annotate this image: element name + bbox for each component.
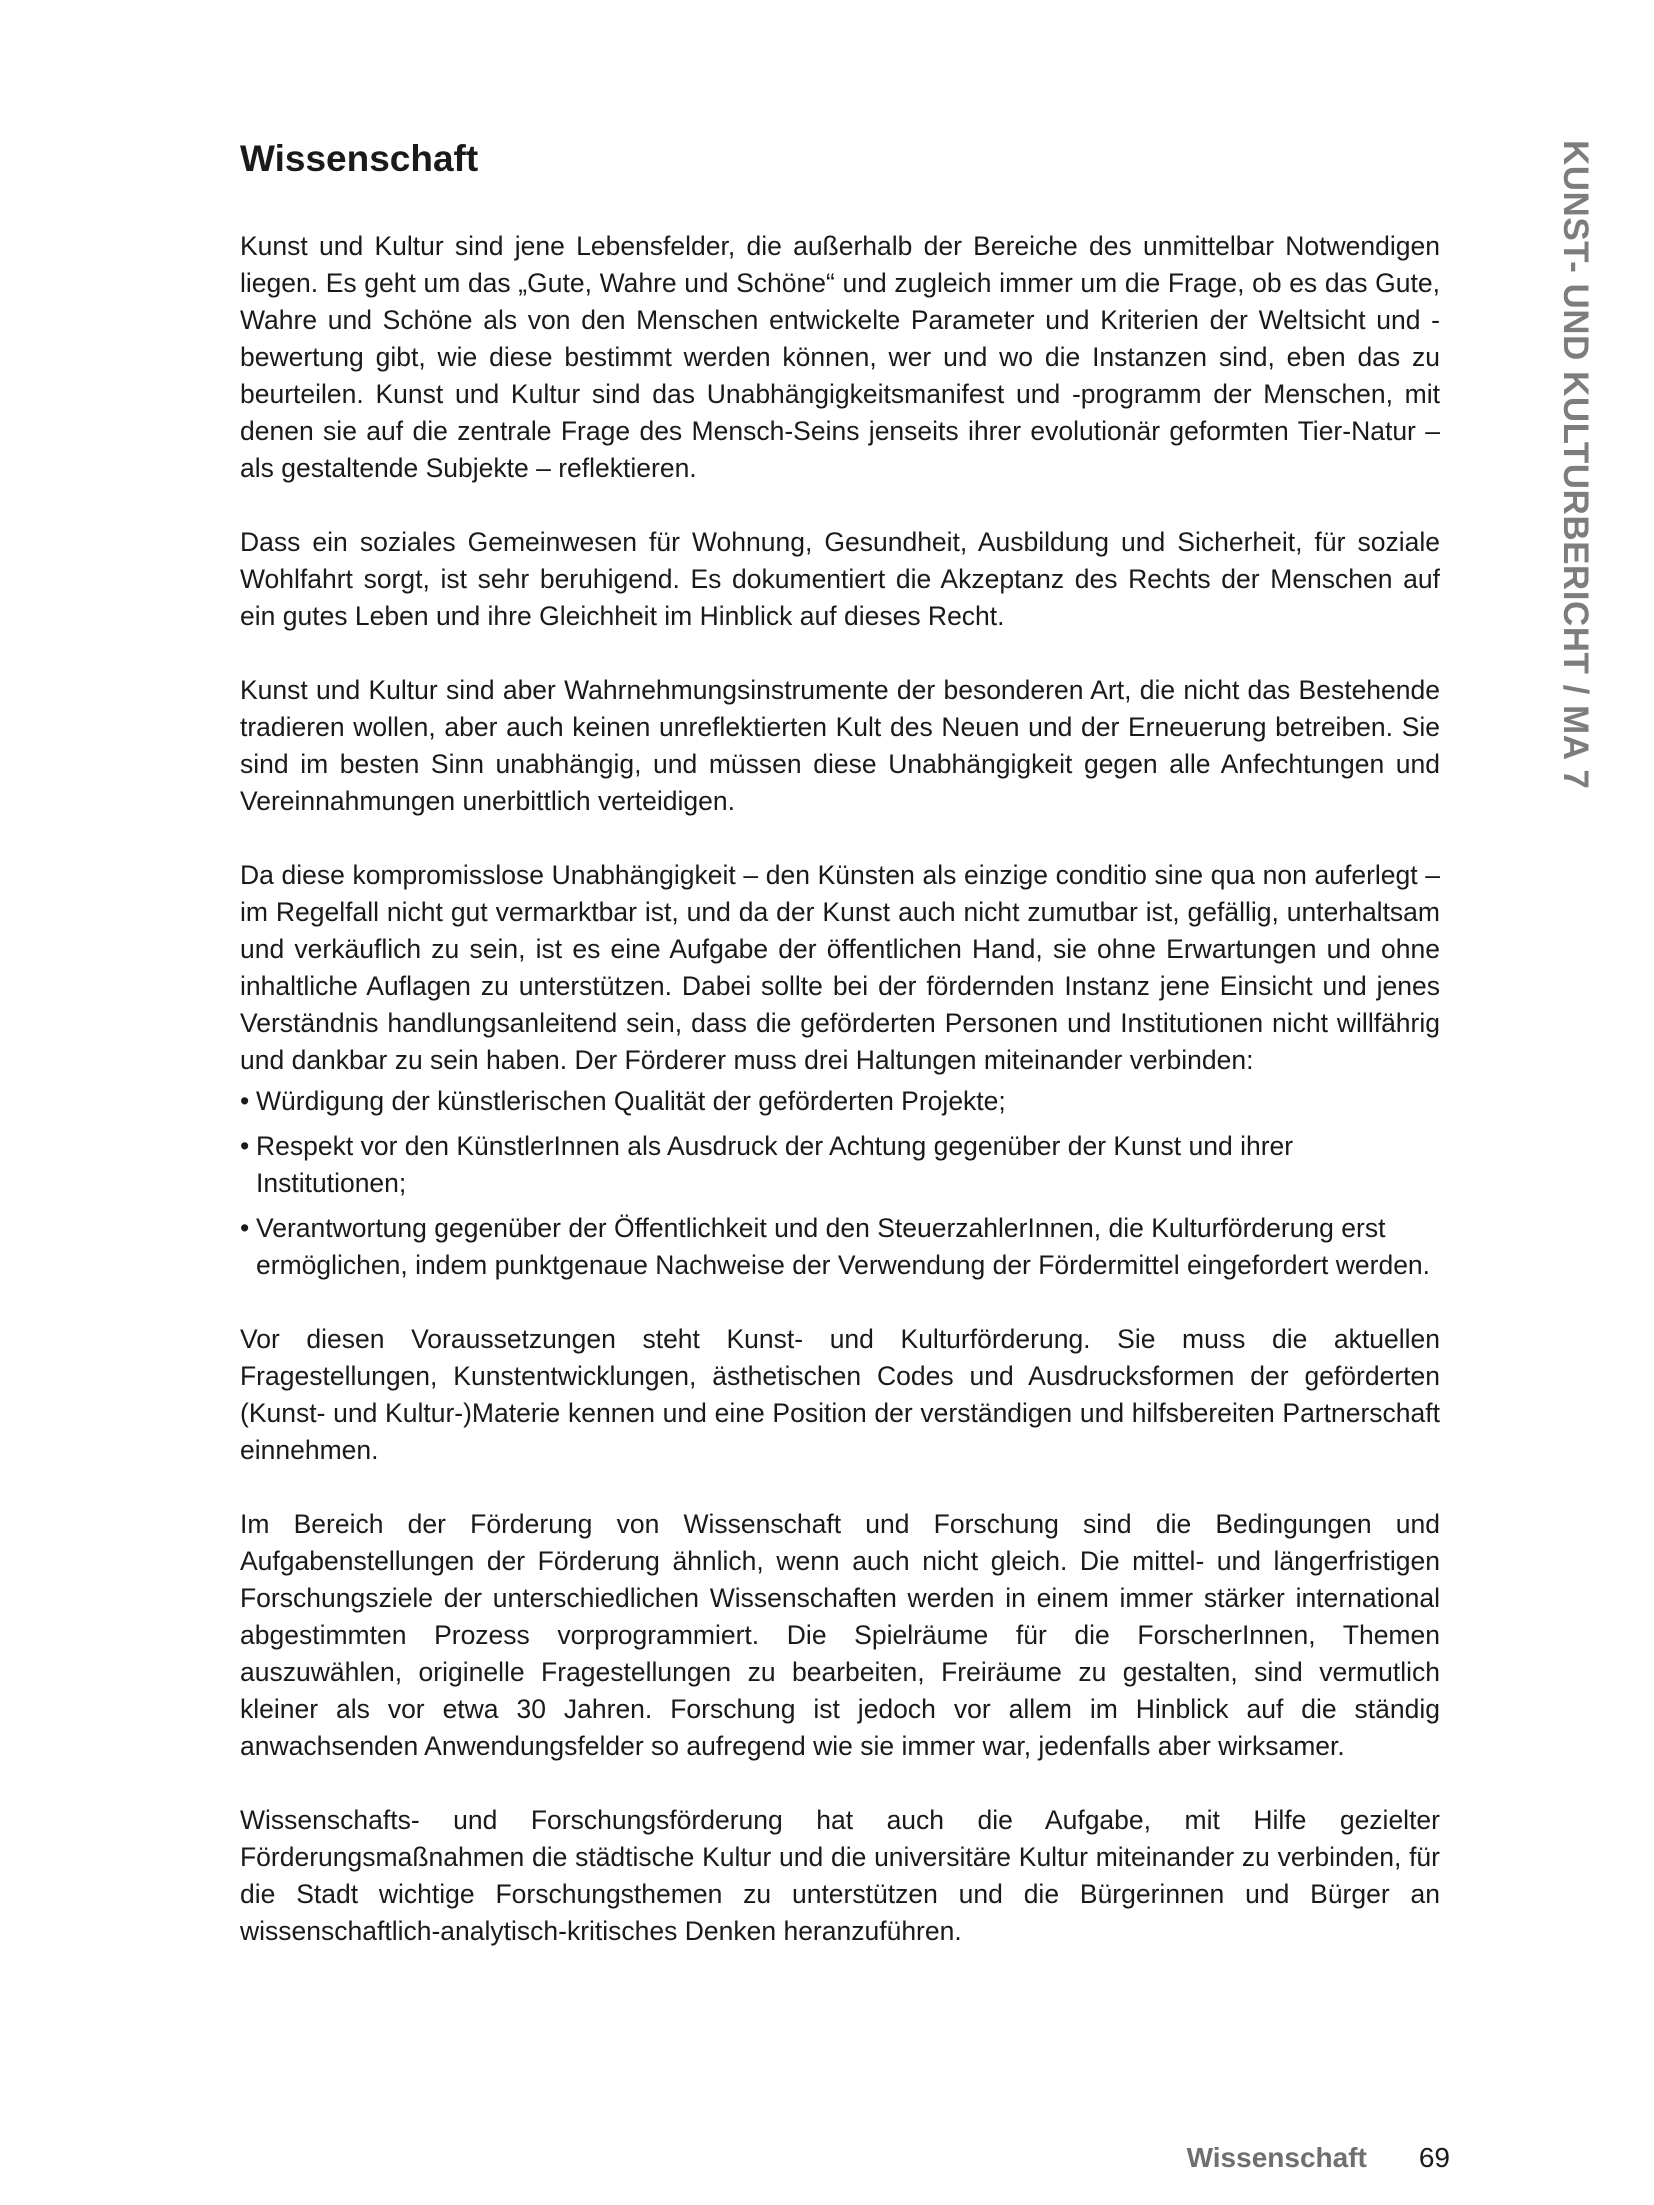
- paragraph: Wissenschafts- und Forschungsförderung hat auch die Aufgabe, mit Hilfe gezielter Förderungsmaßnahmen die städtische Kultur und die universitäre Kultur miteinander zu verbinden, für die Stadt wichtige Forschungsthemen zu unterstützen und die Bürgerinnen und Bürger an wissenschaftlich-analytisch-kritisches Denken heranzuführen.: [240, 1805, 1440, 1946]
- paragraph: Kunst und Kultur sind jene Lebensfelder, die außerhalb der Bereiche des unmittelbar Notwendigen liegen. Es geht um das „Gute, Wahre und Schöne“ und zugleich immer um die Frage, ob es das Gute, Wahre und Schöne als von den Menschen entwickelte Parameter und Kriterien der Weltsicht und -bewertung gibt, wie diese bestimmt werden können, wer und wo die Instanzen sind, eben das zu beurteilen. Kunst und Kultur sind das Unabhängigkeitsmanifest und -programm der Menschen, mit denen sie auf die zentrale Frage des Mensch-Seins jenseits ihrer evolutionär geformten Tier-Natur – als gestaltende Subjekte – reflektieren.: [240, 231, 1440, 483]
- page-title: Wissenschaft: [240, 138, 479, 179]
- page-footer: [1187, 2142, 1450, 2174]
- bullet-list: [240, 1083, 1440, 1284]
- side-running-header: [1552, 140, 1598, 790]
- bullet-item: • Verantwortung gegenüber der Öffentlichkeit und den SteuerzahlerInnen, die Kulturförderung erst ermöglichen, indem punktgenaue Nachweise der Verwendung der Fördermittel eingefordert werden.: [240, 1210, 1440, 1284]
- page-number: 69: [1418, 2142, 1450, 2173]
- paragraph: Kunst und Kultur sind aber Wahrnehmungsinstrumente der besonderen Art, die nicht das Bestehende tradieren wollen, aber auch keinen unreflektierten Kult des Neuen und der Erneuerung betreiben. Sie sind im besten Sinn unabhängig, und müssen diese Unabhängigkeit gegen alle Anfechtungen und Vereinnahmungen unerbittlich verteidigen.: [240, 675, 1440, 816]
- bullet-item: • Respekt vor den KünstlerInnen als Ausdruck der Achtung gegenüber der Kunst und ihrer Institutionen;: [240, 1128, 1440, 1202]
- paragraph: Da diese kompromisslose Unabhängigkeit – den Künsten als einzige conditio sine qua non auferlegt – im Regelfall nicht gut vermarktbar ist, und da der Kunst auch nicht zumutbar ist, gefällig, unterhaltsam und verkäuflich zu sein, ist es eine Aufgabe der öffentlichen Hand, sie ohne Erwartungen und ohne inhaltliche Auflagen zu unterstützen. Dabei sollte bei der fördernden Instanz jene Einsicht und jenes Verständnis handlungsanleitend sein, dass die geförderten Personen und Institutionen nicht willfährig und dankbar zu sein haben. Der Förderer muss drei Haltungen miteinander verbinden:: [240, 860, 1440, 1075]
- footer-section-title: Wissenschaft: [1186, 2142, 1367, 2173]
- bullet-item: • Würdigung der künstlerischen Qualität der geförderten Projekte;: [240, 1083, 1440, 1120]
- paragraph: Dass ein soziales Gemeinwesen für Wohnung, Gesundheit, Ausbildung und Sicherheit, für soziale Wohlfahrt sorgt, ist sehr beruhigend. Es dokumentiert die Akzeptanz des Rechts der Menschen auf ein gutes Leben und ihre Gleichheit im Hinblick auf dieses Recht.: [240, 527, 1440, 631]
- paragraph: Vor diesen Voraussetzungen steht Kunst- und Kulturförderung. Sie muss die aktuellen Fragestellungen, Kunstentwicklungen, ästhetischen Codes und Ausdrucksformen der geförderten (Kunst- und Kultur-)Materie kennen und eine Position der verständigen und hilfsbereiten Partnerschaft einnehmen.: [240, 1324, 1440, 1465]
- side-running-header-text: KUNST- UND KULTURBERICHT / MA 7: [1556, 140, 1595, 790]
- article-body: [240, 228, 1440, 1987]
- paragraph: Im Bereich der Förderung von Wissenschaft und Forschung sind die Bedingungen und Aufgabenstellungen der Förderung ähnlich, wenn auch nicht gleich. Die mittel- und längerfristigen Forschungsziele der unterschiedlichen Wissenschaften werden in einem immer stärker international abgestimmten Prozess vorprogrammiert. Die Spielräume für die ForscherInnen, Themen auszuwählen, originelle Fragestellungen zu bearbeiten, Freiräume zu gestalten, sind vermutlich kleiner als vor etwa 30 Jahren. Forschung ist jedoch vor allem im Hinblick auf die ständig anwachsenden Anwendungsfelder so aufregend wie sie immer war, jedenfalls aber wirksamer.: [240, 1509, 1440, 1761]
